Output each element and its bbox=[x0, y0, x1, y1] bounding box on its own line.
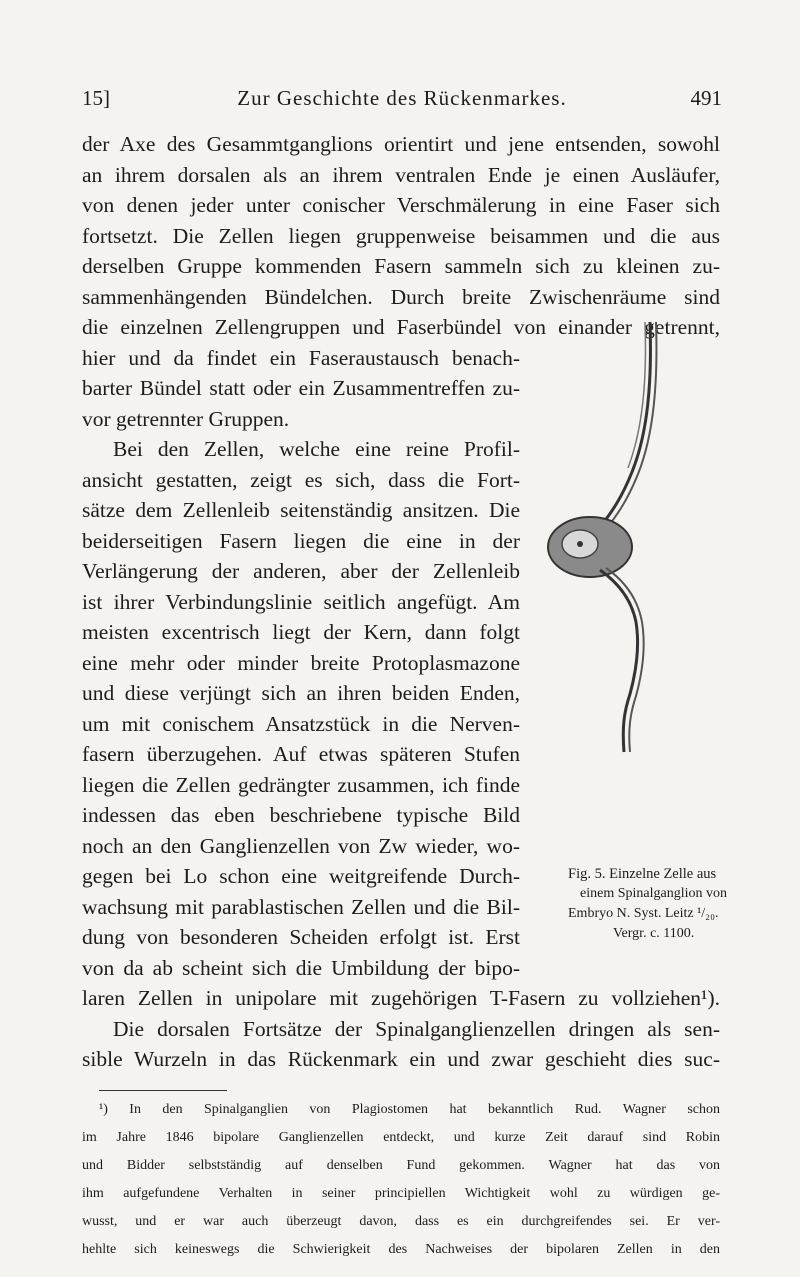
body-line: eine mehr oder minder breite Protoplasmazone bbox=[82, 650, 520, 675]
figure-caption-line: einem Spinalganglion von bbox=[580, 886, 727, 901]
body-line: barter Bündel statt oder ein Zusammentreffen zu- bbox=[82, 376, 520, 400]
body-line: an ihrem dorsalen als an ihrem ventralen Ende je einen Ausläufer, bbox=[82, 162, 720, 187]
body-line: Die dorsalen Fortsätze der Spinalganglienzellen dringen als sen- bbox=[113, 1016, 720, 1041]
body-line: von denen jeder unter conischer Verschmälerung in eine Faser sich bbox=[82, 193, 720, 217]
body-line: fortsetzt. Die Zellen liegen gruppenweise beisammen und die aus bbox=[82, 223, 720, 248]
body-line: der Axe des Gesammtganglions orientirt und jene entsenden, sowohl bbox=[82, 132, 720, 156]
body-line: die einzelnen Zellengruppen und Faserbündel von einander getrennt, bbox=[82, 315, 720, 339]
footnote-line: ¹) In den Spinalganglien von Plagiostomen hat bekanntlich Rud. Wagner schon bbox=[99, 1102, 720, 1117]
body-line: um mit conischem Ansatzstück in die Nerven- bbox=[82, 711, 520, 736]
footnote-line: wusst, und er war auch überzeugt davon, dass es ein durchgreifendes sei. Er ver- bbox=[82, 1214, 720, 1229]
body-line: meisten excentrisch liegt der Kern, dann folgt bbox=[82, 620, 520, 644]
body-line: derselben Gruppe kommenden Fasern sammeln sich zu kleinen zu- bbox=[82, 254, 720, 278]
footnote-line: im Jahre 1846 bipolare Ganglienzellen entdeckt, und kurze Zeit darauf sind Robin bbox=[82, 1130, 720, 1145]
body-line: hier und da findet ein Faseraustausch benach- bbox=[82, 345, 520, 370]
figure-caption-line: Vergr. c. 1100. bbox=[613, 926, 695, 941]
footnote-rule bbox=[99, 1090, 227, 1091]
body-line: Verlängerung der anderen, aber der Zellenleib bbox=[82, 559, 520, 583]
figure-caption-line: Fig. 5. Einzelne Zelle aus bbox=[568, 866, 717, 882]
figure-caption-line: Embryo N. Syst. Leitz ¹/₂₀. bbox=[568, 906, 719, 921]
body-line: beiderseitigen Fasern liegen die eine in der bbox=[82, 528, 520, 553]
body-line: sible Wurzeln in das Rückenmark ein und zwar geschieht dies suc- bbox=[82, 1047, 720, 1071]
body-line: von da ab scheint sich die Umbildung der bipo- bbox=[82, 955, 520, 980]
page-number: 491 bbox=[690, 86, 722, 110]
body-line: Bei den Zellen, welche eine reine Profil- bbox=[113, 437, 520, 461]
body-line: indessen das eben beschriebene typische Bild bbox=[82, 803, 520, 827]
running-header bbox=[82, 86, 722, 116]
footnote-line: ihm aufgefundene Verhalten in seiner principiellen Wichtigkeit wohl zu würdigen ge- bbox=[82, 1186, 720, 1201]
body-line: noch an den Ganglienzellen von Zw wieder, wo- bbox=[82, 833, 520, 858]
body-line: ansicht gestatten, zeigt es sich, dass die Fort- bbox=[82, 467, 520, 492]
ganglion-cell-figure bbox=[540, 322, 700, 762]
body-line: fasern überzugehen. Auf etwas späteren Stufen bbox=[82, 742, 520, 766]
body-line: liegen die Zellen gedrängter zusammen, ich finde bbox=[82, 772, 520, 797]
body-line: vor getrennter Gruppen. bbox=[82, 406, 290, 431]
footnote-line: und Bidder selbstständig auf denselben Fund gekommen. Wagner hat das von bbox=[82, 1158, 720, 1173]
section-number: 15] bbox=[82, 86, 110, 110]
body-line: sammenhängenden Bündelchen. Durch breite Zwischenräume sind bbox=[82, 284, 720, 309]
running-title: Zur Geschichte des Rückenmarkes. bbox=[237, 86, 567, 110]
body-line: und diese verjüngt sich an ihren beiden Enden, bbox=[82, 681, 520, 705]
footnote-line: hehlte sich keineswegs die Schwierigkeit des Nachweises der bipolaren Zellen in den bbox=[82, 1242, 720, 1257]
body-line: sätze dem Zellenleib seitenständig ansitzen. Die bbox=[82, 498, 520, 522]
body-line: dung von besonderen Scheiden erfolgt ist. Erst bbox=[82, 925, 520, 949]
body-line: laren Zellen in unipolare mit zugehörigen T-Fasern zu vollziehen¹). bbox=[82, 986, 720, 1010]
body-line: wachsung mit parablastischen Zellen und die Bil- bbox=[82, 894, 520, 919]
body-line: gegen bei Lo schon eine weitgreifende Durch- bbox=[82, 864, 520, 888]
body-line: ist ihrer Verbindungslinie seitlich angefügt. Am bbox=[82, 589, 520, 614]
